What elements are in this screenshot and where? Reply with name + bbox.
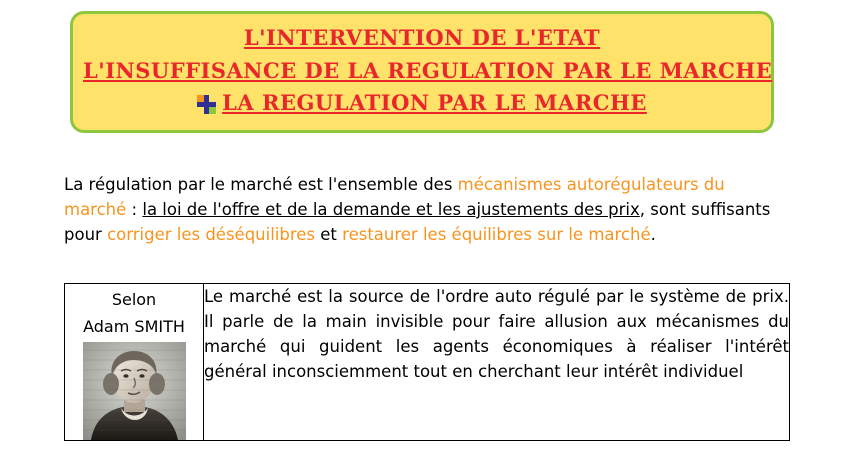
- colored-cross-icon: [197, 95, 216, 114]
- intro-paragraph: [64, 172, 780, 247]
- paragraph-highlight-restaurer: restaurer les équilibres sur le marché: [342, 225, 651, 244]
- banner-title-line-3: LA REGULATION PAR LE MARCHE: [222, 90, 647, 116]
- paragraph-underline-loi-offre-demande: la loi de l'offre et de la demande et les ajustements des prix: [142, 200, 640, 219]
- adam-smith-portrait: [83, 342, 186, 440]
- portrait-illustration: [83, 342, 186, 440]
- paragraph-segment-3: :: [126, 200, 143, 219]
- paragraph-highlight-mecanismes: mécanismes autorégulateurs du marché: [64, 175, 725, 219]
- table-row: [65, 284, 790, 441]
- paragraph-segment-5: , sont suffisants pour: [64, 200, 771, 244]
- title-banner: [70, 11, 774, 133]
- author-line-2: Adam SMITH: [83, 317, 185, 336]
- banner-title-line-2: L'INSUFFISANCE DE LA REGULATION PAR LE MARCHE: [83, 57, 773, 83]
- banner-title-line-3-row: [83, 87, 761, 120]
- paragraph-segment-9: .: [650, 225, 656, 244]
- author-cell: [65, 284, 204, 441]
- quote-table: [64, 283, 790, 441]
- author-line-1: Selon: [111, 290, 157, 309]
- paragraph-segment-7: et: [315, 225, 343, 244]
- paragraph-segment-1: La régulation par le marché est l'ensemble des: [64, 175, 458, 194]
- quote-cell: Le marché est la source de l'ordre auto régulé par le système de prix. Il parle de la main invisible pour faire allusion aux mécanismes du marché qui guident les agents économiques à réaliser l'intérêt général inconsciemment tout en cherchant leur intérêt individuel: [204, 284, 790, 441]
- banner-title-line-1: L'INTERVENTION DE L'ETAT: [243, 25, 601, 50]
- paragraph-highlight-corriger: corriger les déséquilibres: [107, 225, 316, 244]
